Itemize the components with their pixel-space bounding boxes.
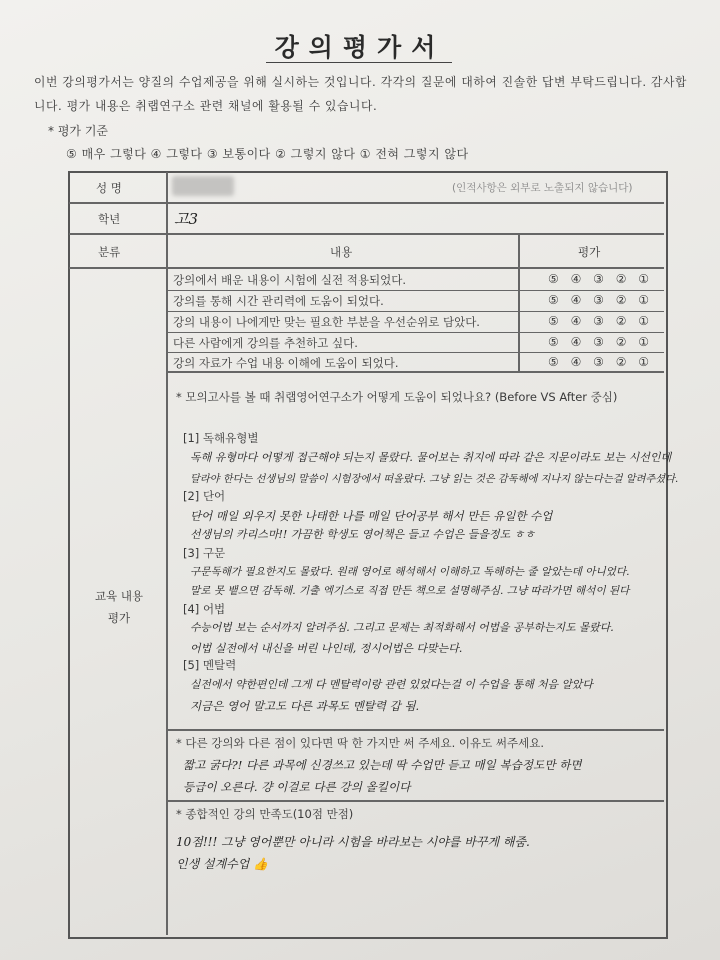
section-5-line-1: 실전에서 약한편인데 그게 다 멘탈력이랑 관련 있었다는걸 이 수업을 통해 처음 알았다 <box>190 678 593 691</box>
rating-header: 평가 <box>578 245 601 259</box>
open-answer-3-line-1: 10점!!! 그냥 영어뿐만 아니라 시험을 바라보는 시야를 바꾸게 해줌. <box>176 835 530 849</box>
question-5: 강의 자료가 수업 내용 이해에 도움이 되었다. <box>173 356 399 370</box>
criteria-label: * 평가 기준 <box>48 124 108 138</box>
title-underline <box>266 62 452 63</box>
question-1: 강의에서 배운 내용이 시험에 실전 적용되었다. <box>173 273 407 287</box>
row-divider-header <box>69 267 664 269</box>
open-question-1-prompt: * 모의고사를 볼 때 취랩영어연구소가 어떻게 도움이 되었나요? (Before VS After 중심) <box>176 390 618 404</box>
rating-column-divider <box>518 233 520 371</box>
label-column-divider <box>166 172 168 935</box>
grade-label: 학년 <box>98 212 121 226</box>
grade-value: 고3 <box>174 210 199 228</box>
section-3-heading: [3] 구문 <box>183 546 226 560</box>
rating-scale-1: ⑤ ④ ③ ② ① <box>548 272 654 286</box>
row-divider-name <box>69 202 664 204</box>
criteria-scale: ⑤ 매우 그렇다 ④ 그렇다 ③ 보통이다 ② 그렇지 않다 ① 전혀 그렇지 않다 <box>66 147 469 161</box>
question-2: 강의를 통해 시간 관리력에 도움이 되었다. <box>173 294 384 308</box>
question-4: 다른 사람에게 강의를 추천하고 싶다. <box>173 336 358 350</box>
row-divider-q3 <box>167 332 664 333</box>
row-divider-grade <box>69 233 664 235</box>
section-2-line-2: 선생님의 카리스마!! 가끔한 학생도 영어책은 들고 수업은 들을정도 ㅎㅎ <box>190 528 535 541</box>
open-answer-2-line-2: 등급이 오른다. 걍 이걸로 다른 강의 올킬이다 <box>183 780 411 794</box>
form-title: 강의평가서 <box>274 33 446 62</box>
section-2-heading: [2] 단어 <box>183 489 226 503</box>
question-3: 강의 내용이 나에게만 맞는 필요한 부분을 우선순위로 담았다. <box>173 315 480 329</box>
intro-text: 이번 강의평가서는 양질의 수업제공을 위해 실시하는 것입니다. 각각의 질문에 대하여 진솔한 답변 부탁드립니다. 감사합니다. 평가 내용은 취랩연구소 관련 채널에 활용될 수 있습니다. <box>34 75 688 113</box>
row-divider-q1 <box>167 290 664 291</box>
section-1-line-2: 달라야 한다는 선생님의 말씀이 시험장에서 떠올랐다. 그냥 읽는 것은 감독해에 지나지 않는다는걸 알려주셨다. <box>190 474 679 485</box>
section-5-heading: [5] 멘탈력 <box>183 658 237 672</box>
name-label: 성 명 <box>96 181 122 195</box>
section-5-line-2: 지금은 영어 말고도 다른 과목도 멘탈력 갑 됨. <box>190 699 420 713</box>
open-question-3-prompt: * 종합적인 강의 만족도(10점 만점) <box>176 807 354 821</box>
category-label: 분류 <box>98 245 121 259</box>
open-answer-3-line-2: 인생 설계수업 👍 <box>176 857 269 871</box>
open-question-2-prompt: * 다른 강의와 다른 점이 있다면 딱 한 가지만 써 주세요. 이유도 써주세요. <box>176 736 544 750</box>
section-3-line-2: 말로 못 뱉으면 감독해. 기출 엑기스로 직접 만든 책으로 설명해주심. 그냥 따라가면 해석이 된다 <box>190 585 630 597</box>
content-header: 내용 <box>330 245 353 259</box>
section-4-line-1: 수능어법 보는 순서까지 알려주심. 그리고 문제는 최적화해서 어법을 공부하는지도 몰랐다. <box>190 621 614 634</box>
rating-scale-5: ⑤ ④ ③ ② ① <box>548 355 654 369</box>
row-divider-open1 <box>167 729 664 731</box>
section-3-line-1: 구문독해가 필요한지도 몰랐다. 원래 영어로 해석해서 이해하고 독해하는 줄 알았는데 아니었다. <box>190 566 630 578</box>
row-divider-q2 <box>167 311 664 312</box>
row-divider-q4 <box>167 352 664 353</box>
row-divider-open2 <box>167 800 664 802</box>
section-2-line-1: 단어 매일 외우지 못한 나태한 나를 매일 단어공부 해서 만든 유일한 수업 <box>190 509 553 523</box>
section-1-line-1: 독해 유형마다 어떻게 접근해야 되는지 몰랐다. 물어보는 취지에 따라 같은 지문이라도 보는 시선인데 <box>190 451 672 464</box>
section-label: 교육 내용 평가 <box>94 589 144 625</box>
section-4-line-2: 어법 실전에서 내신을 버린 나인데, 정시어법은 다맞는다. <box>190 642 463 655</box>
rating-scale-4: ⑤ ④ ③ ② ① <box>548 335 654 349</box>
section-4-heading: [4] 어법 <box>183 602 226 616</box>
row-divider-q5 <box>167 371 664 373</box>
privacy-note: (인적사항은 외부로 노출되지 않습니다) <box>452 182 633 194</box>
rating-scale-2: ⑤ ④ ③ ② ① <box>548 293 654 307</box>
open-answer-2-line-1: 짧고 굵다?! 다른 과목에 신경쓰고 있는데 딱 수업만 듣고 매일 복습정도만 하면 <box>183 758 582 772</box>
section-1-heading: [1] 독해유형별 <box>183 431 259 445</box>
redacted-name <box>172 176 234 196</box>
rating-scale-3: ⑤ ④ ③ ② ① <box>548 314 654 328</box>
